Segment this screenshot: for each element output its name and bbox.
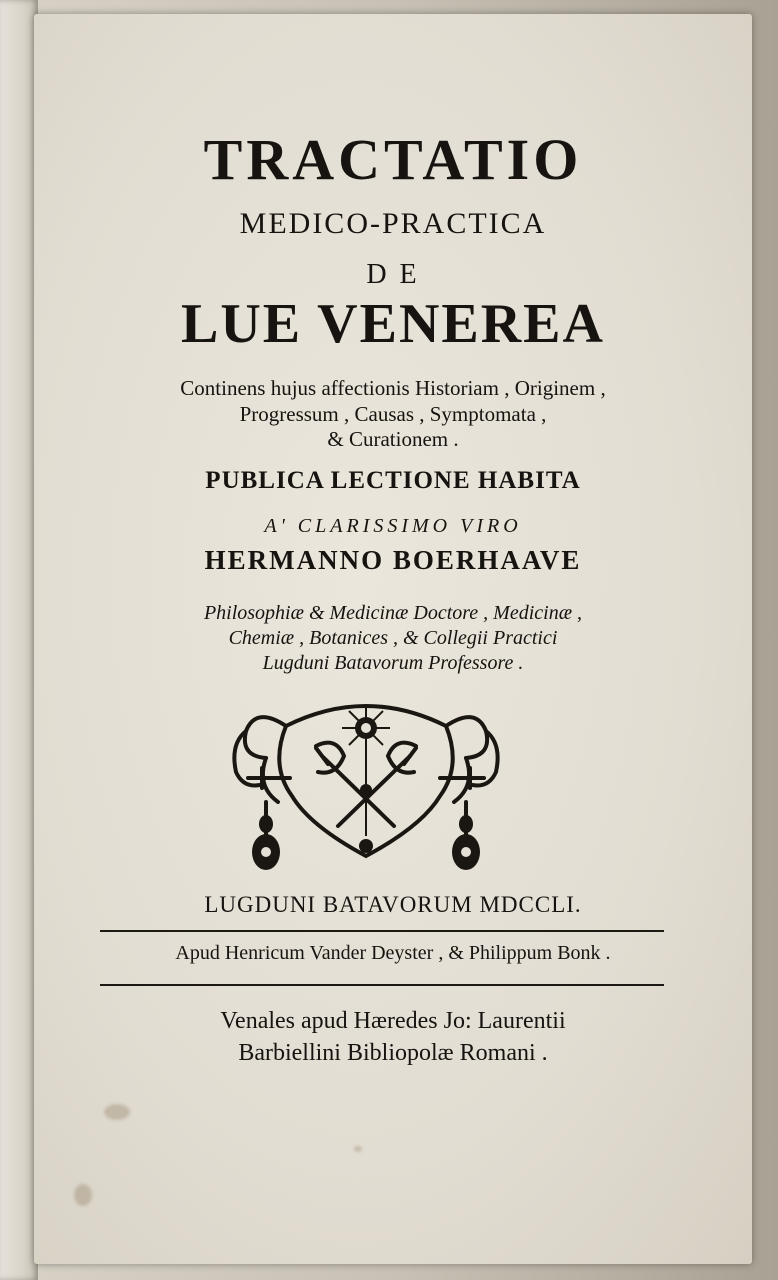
author-name: HERMANNO BOERHAAVE	[204, 545, 582, 575]
book-title: TRACTATIO	[203, 127, 583, 192]
sold-by-line-2: Barbiellini Bibliopolæ Romani .	[238, 1040, 548, 1066]
place-and-date: LUGDUNI BATAVORUM MDCCLI.	[204, 892, 582, 917]
contents-line-1: Continens hujus affectionis Historiam , Originem ,	[180, 376, 606, 400]
rule-top	[100, 930, 664, 932]
publica-lectione: PUBLICA LECTIONE HABITA	[205, 467, 581, 494]
book-topic: LUE VENEREA	[181, 293, 605, 355]
preposition-de: D E	[366, 259, 420, 290]
contents-line-2: Progressum , Causas , Symptomata ,	[239, 402, 547, 426]
contents-line-3: & Curationem .	[327, 427, 459, 451]
sold-by-line-1: Venales apud Hæredes Jo: Laurentii	[220, 1008, 566, 1034]
author-titles-line-1: Philosophiæ & Medicinæ Doctore , Medicinæ ,	[203, 602, 583, 624]
foxing-stain	[104, 1104, 130, 1120]
foxing-stain	[354, 1146, 362, 1152]
a-clarissimo-viro: A' CLARISSIMO VIRO	[264, 515, 522, 537]
rule-bottom	[100, 984, 664, 986]
foxing-stain	[74, 1184, 92, 1206]
book-subtitle: MEDICO-PRACTICA	[239, 207, 547, 240]
title-page	[34, 14, 752, 1264]
printers-device-ornament-icon	[226, 686, 506, 886]
author-titles-line-3: Lugduni Batavorum Professore .	[262, 652, 524, 674]
author-titles-line-2: Chemiæ , Botanices , & Collegii Practici	[228, 627, 558, 649]
book-spine-edge	[0, 0, 38, 1280]
printers-line: Apud Henricum Vander Deyster , & Philippum Bonk .	[175, 942, 611, 964]
